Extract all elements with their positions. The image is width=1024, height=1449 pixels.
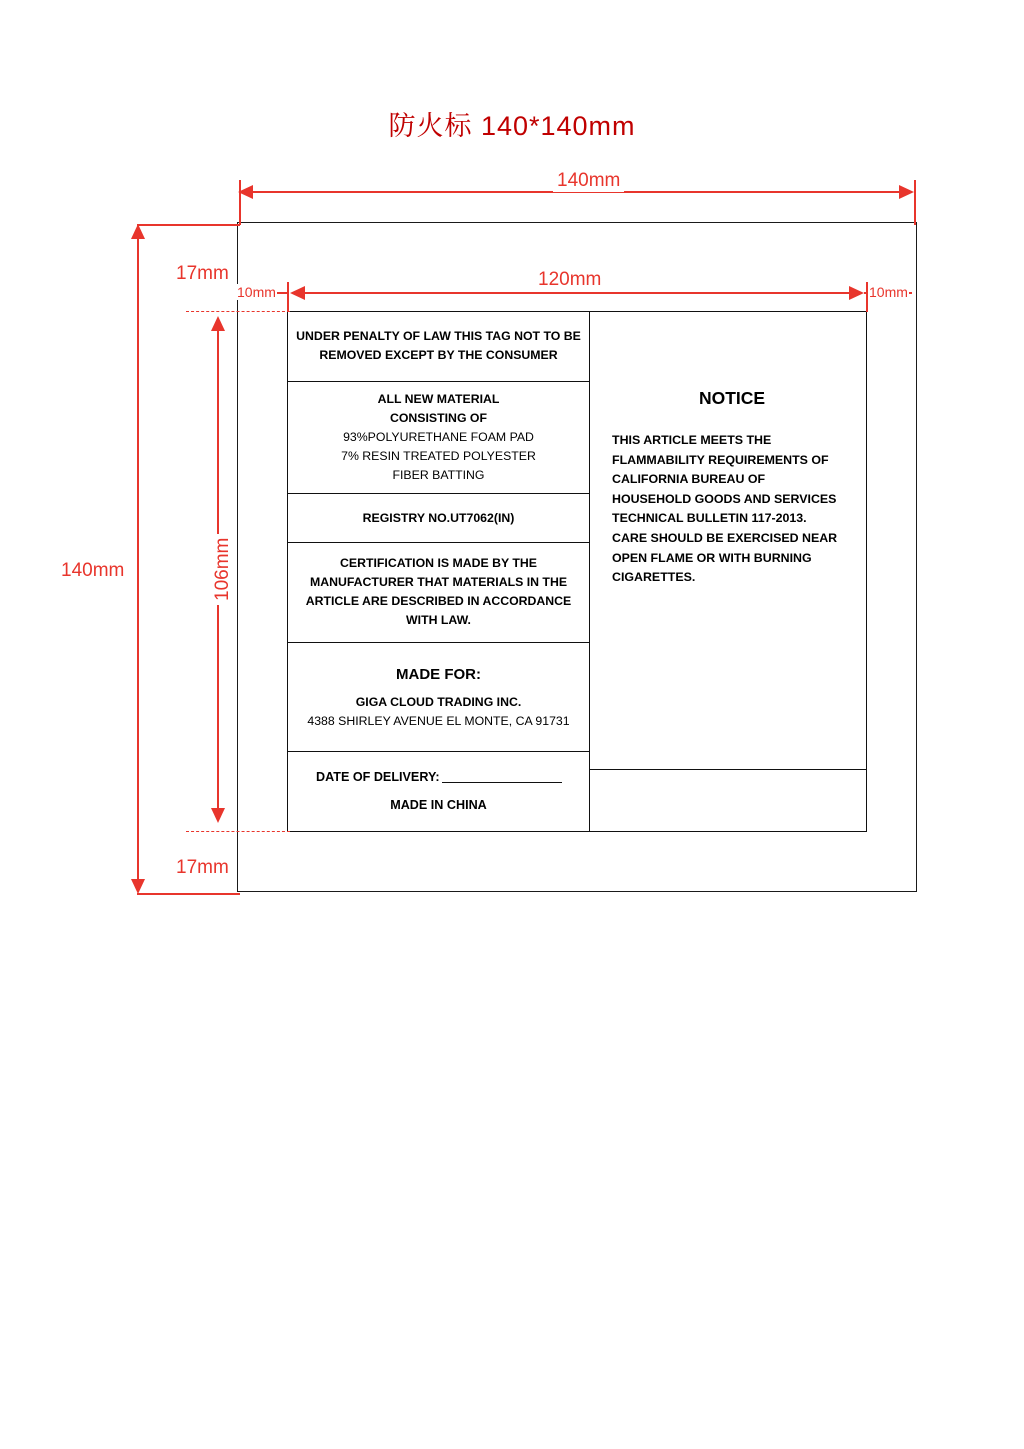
material-line-2: CONSISTING OF <box>389 410 487 425</box>
material-line-3: 93%POLYURETHANE FOAM PAD <box>343 430 534 444</box>
notice-line-5: TECHNICAL BULLETIN 117-2013. <box>612 511 807 526</box>
certification-cell <box>288 543 589 643</box>
dim-label-margin-right: 10mm <box>869 284 908 300</box>
certification-line-3: ARTICLE ARE DESCRIBED IN ACCORDANCE <box>305 594 572 609</box>
made-for-cell <box>288 643 589 753</box>
dim-label-inner-height: 106mm <box>212 534 234 605</box>
material-line-1: ALL NEW MATERIAL <box>377 391 500 406</box>
dim-label-outer-height: 140mm <box>57 560 128 582</box>
dim-tick-outer-top-right <box>914 180 916 225</box>
label-right-column <box>590 312 866 831</box>
notice-line-6: CARE SHOULD BE EXERCISED NEAR <box>612 530 838 545</box>
dim-extension-inner-top <box>186 311 290 312</box>
dim-tick-outer-top-left <box>239 180 241 225</box>
date-of-delivery-blank <box>442 782 562 783</box>
made-for-company: GIGA CLOUD TRADING INC. <box>355 694 522 709</box>
certification-line-1: CERTIFICATION IS MADE BY THE <box>340 556 537 571</box>
penalty-cell <box>288 312 589 382</box>
notice-line-7: OPEN FLAME OR WITH BURNING <box>612 550 812 565</box>
label-content-box <box>287 311 867 832</box>
material-line-5: FIBER BATTING <box>392 468 485 483</box>
dim-arrow-outer-width-right <box>899 185 914 199</box>
dim-arrow-outer-height-top <box>131 224 145 239</box>
certification-line-2: MANUFACTURER THAT MATERIALS IN THE <box>309 575 568 590</box>
notice-heading: NOTICE <box>698 388 766 408</box>
dim-arrow-outer-height-bottom <box>131 879 145 894</box>
dim-arrow-inner-height-bottom <box>211 808 225 823</box>
date-of-delivery-field <box>296 768 581 788</box>
made-for-address: 4388 SHIRLEY AVENUE EL MONTE, CA 91731 <box>307 713 570 728</box>
notice-line-2: FLAMMABILITY REQUIREMENTS OF <box>612 452 829 467</box>
dim-tick-inner-right <box>866 282 868 312</box>
dim-tick-inner-left <box>287 282 289 312</box>
material-line-4: 7% RESIN TREATED POLYESTER <box>341 449 536 464</box>
penalty-line-1: UNDER PENALTY OF LAW THIS TAG NOT TO BE <box>296 329 581 344</box>
notice-line-4: HOUSEHOLD GOODS AND SERVICES <box>612 491 837 506</box>
dim-extension-inner-bottom <box>186 831 290 832</box>
dim-line-inner-width <box>292 292 862 294</box>
dim-label-margin-left: 10mm <box>237 284 276 300</box>
dim-line-outer-height <box>137 236 139 886</box>
dim-label-outer-width: 140mm <box>553 170 624 192</box>
notice-line-1: THIS ARTICLE MEETS THE <box>612 433 772 447</box>
delivery-cell <box>288 752 589 831</box>
notice-cell <box>590 312 866 770</box>
registry-number: REGISTRY NO.UT7062(IN) <box>362 510 515 525</box>
label-left-column <box>288 312 590 831</box>
dim-label-margin-top: 17mm <box>172 263 233 285</box>
penalty-line-2: REMOVED EXCEPT BY THE CONSUMER <box>319 348 558 363</box>
certification-line-4: WITH LAW. <box>406 613 471 628</box>
notice-empty-cell <box>590 770 866 831</box>
dim-arrow-inner-width-left <box>290 286 305 300</box>
material-cell <box>288 382 589 495</box>
notice-line-8: CIGARETTES. <box>612 570 696 585</box>
dim-extension-outer-bottom <box>137 893 240 895</box>
dim-label-inner-width: 120mm <box>534 269 605 291</box>
registry-cell <box>288 494 589 543</box>
page-title: 防火标 140*140mm <box>388 111 636 141</box>
dim-label-margin-bottom: 17mm <box>172 857 233 879</box>
date-of-delivery-label: DATE OF DELIVERY: <box>316 770 440 785</box>
dim-arrow-inner-height-top <box>211 316 225 331</box>
made-in-china: MADE IN CHINA <box>390 797 487 812</box>
made-for-heading: MADE FOR: <box>396 666 481 684</box>
notice-line-3: CALIFORNIA BUREAU OF <box>612 472 766 487</box>
dim-arrow-inner-width-right <box>849 286 864 300</box>
dim-extension-outer-top <box>137 224 240 226</box>
notice-body <box>612 431 852 588</box>
